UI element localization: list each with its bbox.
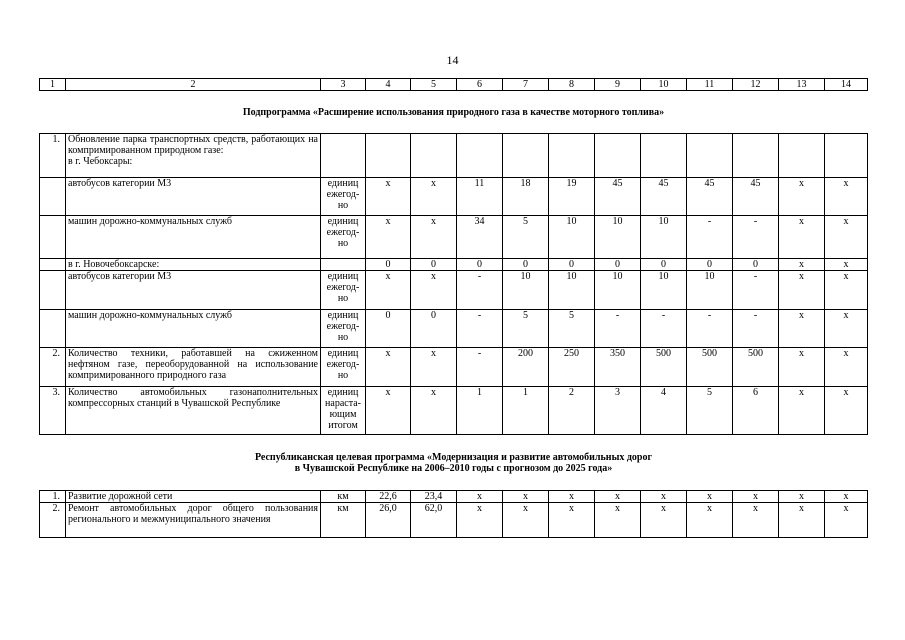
row-unit: км xyxy=(321,503,366,538)
value-cell: 0 xyxy=(641,259,687,271)
value-cell: 500 xyxy=(733,348,779,387)
value-cell: х xyxy=(825,491,868,503)
value-cell: 3 xyxy=(595,387,641,435)
section1-title-row xyxy=(40,91,868,134)
row-number xyxy=(40,259,66,271)
value-cell xyxy=(411,134,457,178)
value-cell: 11 xyxy=(457,178,503,216)
value-cell: 500 xyxy=(687,348,733,387)
value-cell: х xyxy=(779,491,825,503)
value-cell: 0 xyxy=(366,259,411,271)
header-cell: 7 xyxy=(503,79,549,91)
value-cell xyxy=(641,134,687,178)
value-cell xyxy=(825,134,868,178)
value-cell: х xyxy=(825,310,868,348)
header-cell: 8 xyxy=(549,79,595,91)
value-cell: х xyxy=(411,178,457,216)
header-row xyxy=(40,79,868,91)
value-cell: х xyxy=(687,491,733,503)
table-row xyxy=(40,134,868,178)
value-cell: 0 xyxy=(549,259,595,271)
row-unit xyxy=(321,259,366,271)
value-cell: х xyxy=(457,503,503,538)
value-cell: х xyxy=(457,491,503,503)
value-cell: 19 xyxy=(549,178,595,216)
section-title: Республиканская целевая программа «Модернизация и развитие автомобильных дорог в Чувашской Республике на 2006–2010 годы с прогнозом до 2025 года» xyxy=(40,435,868,491)
value-cell: 26,0 xyxy=(366,503,411,538)
header-cell: 4 xyxy=(366,79,411,91)
value-cell: х xyxy=(687,503,733,538)
value-cell: 22,6 xyxy=(366,491,411,503)
table-row xyxy=(40,387,868,435)
value-cell: х xyxy=(733,491,779,503)
value-cell: 10 xyxy=(549,271,595,310)
value-cell: х xyxy=(503,491,549,503)
value-cell: х xyxy=(779,259,825,271)
table-body xyxy=(40,79,868,538)
header-cell: 11 xyxy=(687,79,733,91)
header-cell: 10 xyxy=(641,79,687,91)
row-unit: км xyxy=(321,491,366,503)
value-cell: х xyxy=(779,271,825,310)
row-unit: единиц ежегод- но xyxy=(321,271,366,310)
value-cell xyxy=(687,134,733,178)
value-cell: 10 xyxy=(503,271,549,310)
value-cell: х xyxy=(366,271,411,310)
value-cell: х xyxy=(411,271,457,310)
value-cell: 18 xyxy=(503,178,549,216)
value-cell: х xyxy=(779,348,825,387)
row-number: 2. xyxy=(40,503,66,538)
header-cell: 6 xyxy=(457,79,503,91)
value-cell: 0 xyxy=(733,259,779,271)
value-cell: х xyxy=(366,178,411,216)
table-row xyxy=(40,310,868,348)
value-cell: 0 xyxy=(687,259,733,271)
row-unit: единиц ежегод- но xyxy=(321,348,366,387)
row-number xyxy=(40,271,66,310)
row-number: 1. xyxy=(40,134,66,178)
header-cell: 2 xyxy=(66,79,321,91)
row-number: 3. xyxy=(40,387,66,435)
value-cell: 0 xyxy=(411,310,457,348)
value-cell: х xyxy=(825,271,868,310)
header-cell: 9 xyxy=(595,79,641,91)
value-cell: х xyxy=(549,491,595,503)
value-cell: 62,0 xyxy=(411,503,457,538)
value-cell: х xyxy=(641,491,687,503)
row-unit: единиц нараста- ющим итогом xyxy=(321,387,366,435)
value-cell xyxy=(733,134,779,178)
value-cell: х xyxy=(779,310,825,348)
value-cell: х xyxy=(779,387,825,435)
row-indicator: Количество техники, работавшей на сжиженном нефтяном газе, переоборудованной на использование компримированного природного газа xyxy=(66,348,321,387)
value-cell: х xyxy=(411,387,457,435)
value-cell: - xyxy=(595,310,641,348)
table-row xyxy=(40,503,868,538)
value-cell: - xyxy=(733,271,779,310)
value-cell: х xyxy=(825,259,868,271)
value-cell: 10 xyxy=(549,216,595,259)
value-cell: х xyxy=(366,387,411,435)
value-cell: 10 xyxy=(687,271,733,310)
value-cell: х xyxy=(779,216,825,259)
row-unit: единиц ежегод- но xyxy=(321,310,366,348)
value-cell: х xyxy=(779,503,825,538)
row-unit xyxy=(321,134,366,178)
row-indicator: Ремонт автомобильных дорог общего пользования регионального и межмуниципального значения xyxy=(66,503,321,538)
value-cell: - xyxy=(687,216,733,259)
table-row xyxy=(40,348,868,387)
value-cell: - xyxy=(457,348,503,387)
value-cell: х xyxy=(366,216,411,259)
value-cell: 6 xyxy=(733,387,779,435)
value-cell: 0 xyxy=(411,259,457,271)
value-cell: х xyxy=(595,491,641,503)
value-cell: 0 xyxy=(503,259,549,271)
table-row xyxy=(40,271,868,310)
value-cell: 1 xyxy=(503,387,549,435)
row-number: 2. xyxy=(40,348,66,387)
value-cell: 5 xyxy=(549,310,595,348)
row-indicator: автобусов категории М3 xyxy=(66,271,321,310)
row-indicator: Обновление парка транспортных средств, работающих на компримированном природном газе: в г. Чебоксары: xyxy=(66,134,321,178)
value-cell: 2 xyxy=(549,387,595,435)
header-cell: 13 xyxy=(779,79,825,91)
value-cell: 23,4 xyxy=(411,491,457,503)
value-cell: х xyxy=(779,178,825,216)
value-cell: 350 xyxy=(595,348,641,387)
section2-title-row xyxy=(40,435,868,491)
value-cell: 4 xyxy=(641,387,687,435)
section-title: Подпрограмма «Расширение использования природного газа в качестве моторного топлива» xyxy=(40,91,868,134)
table-row xyxy=(40,259,868,271)
row-number xyxy=(40,310,66,348)
data-table xyxy=(39,78,868,538)
value-cell: 45 xyxy=(595,178,641,216)
row-indicator: машин дорожно-коммунальных служб xyxy=(66,216,321,259)
row-indicator: Количество автомобильных газонаполнительных компрессорных станций в Чувашской Республике xyxy=(66,387,321,435)
table-row xyxy=(40,178,868,216)
value-cell: 10 xyxy=(595,216,641,259)
value-cell: х xyxy=(595,503,641,538)
value-cell: х xyxy=(825,387,868,435)
value-cell: 5 xyxy=(503,310,549,348)
row-number: 1. xyxy=(40,491,66,503)
value-cell: 5 xyxy=(687,387,733,435)
value-cell: - xyxy=(687,310,733,348)
row-indicator: в г. Новочебоксарске: xyxy=(66,259,321,271)
value-cell xyxy=(779,134,825,178)
value-cell: х xyxy=(825,178,868,216)
value-cell: 34 xyxy=(457,216,503,259)
value-cell: х xyxy=(366,348,411,387)
row-indicator: Развитие дорожной сети xyxy=(66,491,321,503)
row-indicator: автобусов категории М3 xyxy=(66,178,321,216)
value-cell: х xyxy=(411,216,457,259)
value-cell: 5 xyxy=(503,216,549,259)
value-cell: - xyxy=(641,310,687,348)
value-cell: 45 xyxy=(687,178,733,216)
value-cell: 10 xyxy=(641,216,687,259)
value-cell: 10 xyxy=(641,271,687,310)
table-row xyxy=(40,216,868,259)
value-cell: - xyxy=(733,310,779,348)
value-cell xyxy=(457,134,503,178)
value-cell: 45 xyxy=(733,178,779,216)
header-cell: 14 xyxy=(825,79,868,91)
value-cell: - xyxy=(457,271,503,310)
value-cell: 500 xyxy=(641,348,687,387)
value-cell: х xyxy=(641,503,687,538)
value-cell: 45 xyxy=(641,178,687,216)
value-cell: 0 xyxy=(366,310,411,348)
page-number: 14 xyxy=(446,53,459,67)
value-cell: х xyxy=(825,216,868,259)
row-number xyxy=(40,216,66,259)
value-cell: х xyxy=(549,503,595,538)
table-row xyxy=(40,491,868,503)
value-cell: - xyxy=(457,310,503,348)
value-cell xyxy=(595,134,641,178)
value-cell xyxy=(366,134,411,178)
value-cell: 200 xyxy=(503,348,549,387)
value-cell: х xyxy=(503,503,549,538)
value-cell: 0 xyxy=(457,259,503,271)
header-cell: 12 xyxy=(733,79,779,91)
value-cell: х xyxy=(825,503,868,538)
row-number xyxy=(40,178,66,216)
row-unit: единиц ежегод- но xyxy=(321,216,366,259)
value-cell: - xyxy=(733,216,779,259)
value-cell: х xyxy=(733,503,779,538)
header-cell: 3 xyxy=(321,79,366,91)
value-cell: 1 xyxy=(457,387,503,435)
value-cell: х xyxy=(411,348,457,387)
value-cell: х xyxy=(825,348,868,387)
value-cell: 0 xyxy=(595,259,641,271)
row-unit: единиц ежегод- но xyxy=(321,178,366,216)
value-cell: 250 xyxy=(549,348,595,387)
value-cell xyxy=(503,134,549,178)
value-cell xyxy=(549,134,595,178)
value-cell: 10 xyxy=(595,271,641,310)
header-cell: 5 xyxy=(411,79,457,91)
row-indicator: машин дорожно-коммунальных служб xyxy=(66,310,321,348)
header-cell: 1 xyxy=(40,79,66,91)
